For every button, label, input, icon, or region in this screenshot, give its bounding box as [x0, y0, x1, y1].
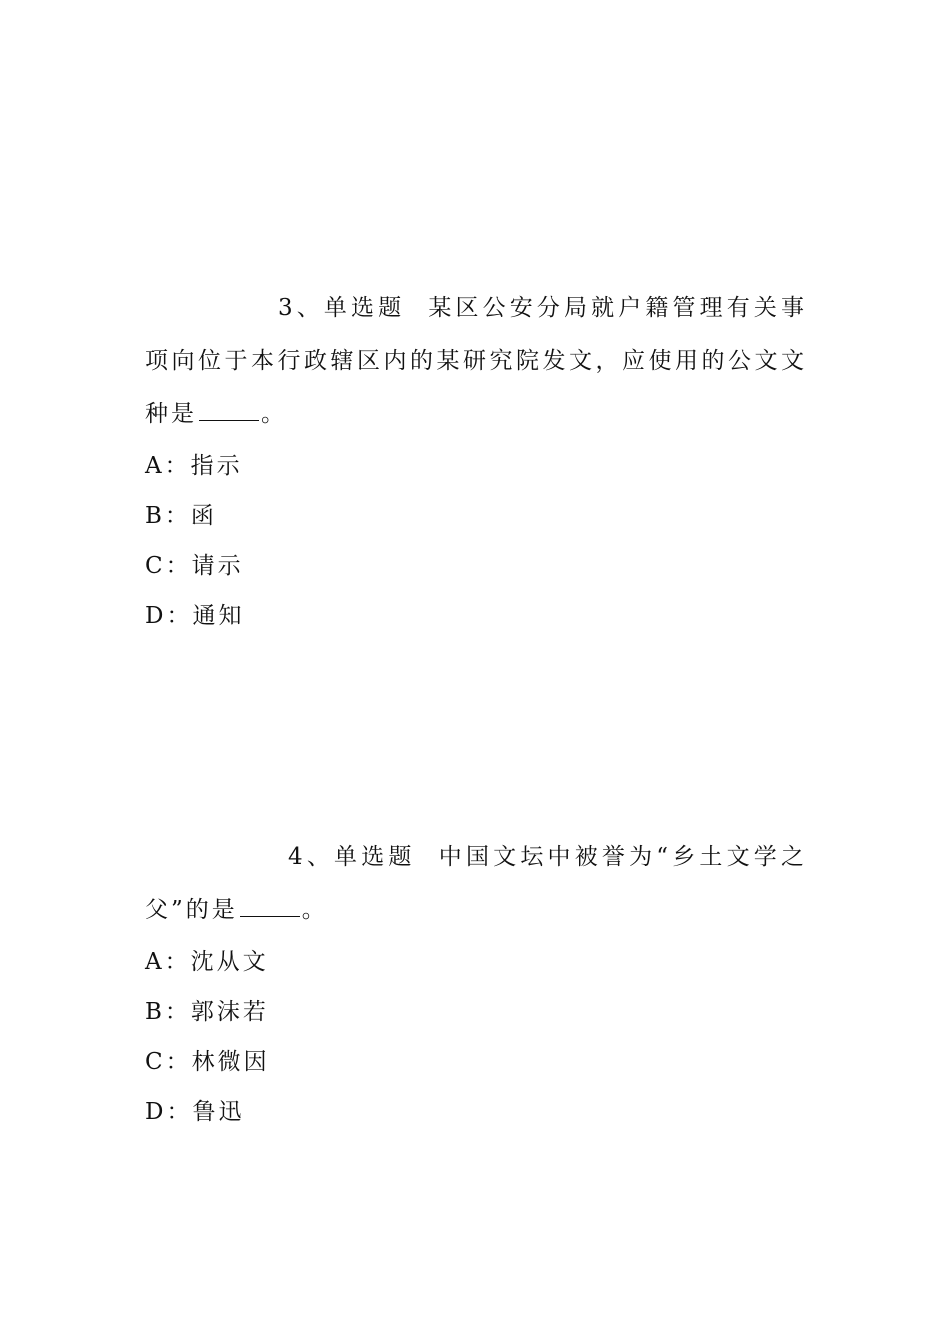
- option-key: C：: [145, 1049, 192, 1075]
- question-type: 单选题: [334, 844, 416, 870]
- option-key: C：: [145, 553, 192, 579]
- option-key: A：: [145, 453, 191, 479]
- answer-blank: [240, 898, 300, 917]
- question-number: 3、: [278, 295, 324, 321]
- option-a: [145, 937, 807, 987]
- question-text: 中国文坛中被誉为“乡土文学之父”的是: [145, 844, 808, 923]
- option-text: 鲁迅: [192, 1099, 245, 1125]
- option-b: [145, 491, 807, 541]
- question-stem: [145, 831, 807, 937]
- option-key: A：: [145, 949, 191, 975]
- option-text: 请示: [191, 553, 244, 579]
- option-text: 通知: [192, 603, 245, 629]
- question-3: [145, 282, 807, 641]
- option-key: D：: [145, 1099, 193, 1125]
- option-d: [145, 591, 807, 641]
- question-text-end: 。: [301, 897, 328, 923]
- option-text: 函: [190, 503, 217, 529]
- answer-blank: [199, 402, 259, 421]
- question-text-end: 。: [261, 401, 287, 427]
- option-text: 林微因: [191, 1049, 270, 1075]
- option-b: [145, 987, 807, 1037]
- option-text: 郭沫若: [190, 999, 269, 1025]
- question-text: 某区公安分局就户籍管理有关事项向位于本行政辖区内的某研究院发文，应使用的公文文种是: [145, 295, 808, 427]
- question-stem: [145, 282, 807, 441]
- question-4: [145, 831, 807, 1137]
- option-text: 指示: [190, 453, 243, 479]
- option-key: B：: [145, 503, 191, 529]
- option-key: B：: [145, 999, 191, 1025]
- option-c: [145, 541, 807, 591]
- option-c: [145, 1037, 807, 1087]
- option-key: D：: [145, 603, 193, 629]
- option-a: [145, 441, 807, 491]
- question-number: 4、: [288, 844, 335, 870]
- option-text: 沈从文: [190, 949, 269, 975]
- question-type: 单选题: [323, 295, 406, 321]
- option-d: [145, 1087, 807, 1137]
